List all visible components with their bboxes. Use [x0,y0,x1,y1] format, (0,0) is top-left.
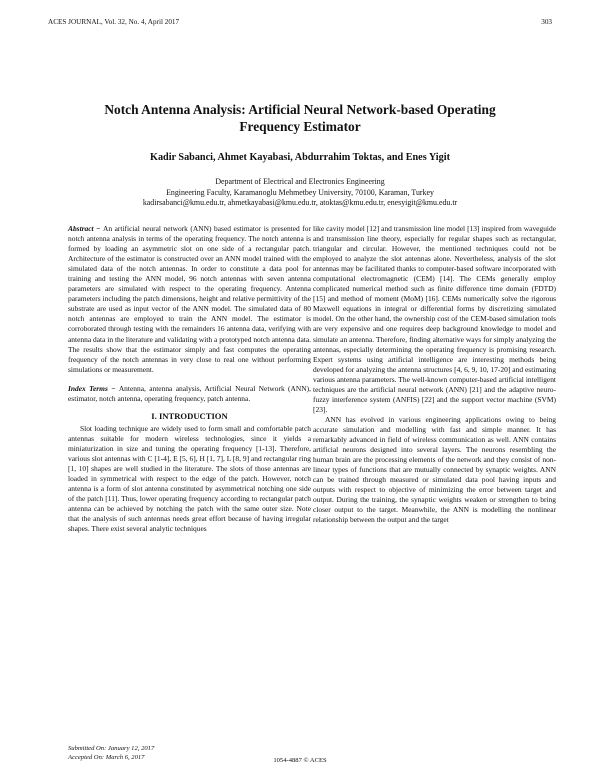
title-line-2: Frequency Estimator [239,119,361,134]
abstract [68,224,311,375]
intro-paragraph-1-continued: like cavity model [12] and transmission line model [13] inspired from waveguide and transmission line theory, especially for regular shapes such as rectangular, triangular and circular. However, the mentioned techniques could not be employed to analyze the slot antennas alone. Nevertheless, analysis of the slot antennas may be facilitated thanks to computer-based software incorporated with computational electromagnetic (CEM) [14]. The CEMs generally employ complicated numerical method such as finite difference time domain (FDTD) [15] and method of moment (MoM) [16]. CEMs numerically solve the rigorous Maxwell equations in integral or differential forms by discretizing simulated model. On the other hand, the ownership cost of the CEM-based simulation tools are very expensive and one requires deep background knowledge to model and simulate an antenna. Therefore, finding alternative ways for simply analyzing the antennas, especially determining the operating frequency is promising research. Expert systems using artificial intelligence are interesting methods being developed for analyzing the antenna structures [4, 6, 9, 10, 17-20] and estimating various antenna parameters. The well-known computer-based artificial intelligent techniques are the artificial neural network (ANN) [21] and the adaptive neuro-fuzzy interference system (ANFIS) [22] and the support vector machine (SVM) [23]. [313,224,556,414]
journal-info: ACES JOURNAL, Vol. 32, No. 4, April 2017 [48,18,180,26]
paper-title [60,101,540,135]
index-terms-text: Antenna, antenna analysis, Artificial Neural Network (ANN), estimator, notch antenna, operating frequency, patch antenna. [68,383,311,403]
right-column [313,224,556,525]
accepted-date: Accepted On: March 6, 2017 [68,754,145,761]
intro-paragraph-2: ANN has evolved in various engineering applications owing to being accurate simulation and modelling with fast and simple manner. It has remarkably advanced in field of wireless communication as well. ANN contains artificial neurons designed into several layers. The neurons resembling the human brain are the processing elements of the network and they consist of non-linear types of functions that are mutually connected by synaptic weights. ANN can be trained through measured or simulated data pool having inputs and outputs with respect to objective of minimizing the error between target and output. During the training, the synaptic weights weaken or strengthen to bring closer output to the target. Meanwhile, the ANN is modelling the nonlinear relationship between the output and the target [313,414,556,525]
abstract-dash: − [93,224,103,233]
section-heading-introduction: I. INTRODUCTION [151,410,228,421]
index-terms [68,384,311,404]
author-emails: kadirsabanci@kmu.edu.tr, ahmetkayabasi@kmu.edu.tr, atoktas@kmu.edu.tr, enesyigit@kmu.edu.tr [142,198,458,208]
left-column [68,224,311,534]
department: Department of Electrical and Electronics Engineering [215,177,385,186]
affiliation [60,177,540,209]
running-header [48,18,552,30]
institution: Engineering Faculty, Karamanoglu Mehmetbey University, 70100, Karaman, Turkey [166,187,434,197]
index-terms-label: Index Terms [68,383,108,393]
index-terms-dash: − [107,383,119,393]
page-number: 303 [541,18,552,26]
submitted-date: Submitted On: January 12, 2017 [68,745,155,752]
intro-paragraph-1: Slot loading technique are widely used to form small and comfortable patch antennas suitable for modern wireless technologies, since it yields a miniaturization in size and tuning the operating frequency [1-13]. Therefore, various slot antennas with C [1-4], E [5, 6], H [1, 7], L [8, 9] and rectangular ring [1, 10] shapes are well studied in the literature. The slots of those antennas are loaded in symmetrical with respect to the edge of the patch. However, notch antenna is a form of slot antenna constituted by asymmetrical notching one side of the patch [11]. Thus, lower operating frequency according to rectangular patch antenna can be achieved by notching the patch with the same outer size. Note that the analysis of such antennas needs great effort because of having irregular shapes. There exist several analytic techniques [68,423,311,534]
title-line-1: Notch Antenna Analysis: Artificial Neural Network-based Operating [104,102,496,117]
authors: Kadir Sabanci, Ahmet Kayabasi, Abdurrahim Toktas, and Enes Yigit [150,152,450,163]
issn-footer: 1054-4887 © ACES [273,757,327,764]
abstract-text: An artificial neural network (ANN) based estimator is presented for notch antenna analysis in terms of the operating frequency. The notch antenna is formed by loading an asymmetric slot on one side of a rectangular patch. Architecture of the estimator is constructed over an ANN model trained with the simulated data of the notch antennas. In order to constitute a data pool for training and testing the ANN model, 96 notch antennas with seven antenna parameters are simulated with respect to the operating frequency. Antenna parameters including the patch dimensions, height and relative permittivity of the substrate are used as input vector of the ANN model. The simulated data of 80 notch antennas are employed to train the ANN model. The estimator is corroborated through testing with the remainders 16 antenna data, verifying with antenna data in the literature and validating with a prototyped notch antenna data. The results show that the estimator simply and fast computes the operating frequency of the notch antennas in very close to real one without performing simulations or measurement. [68,224,311,374]
abstract-label: Abstract [68,224,94,233]
